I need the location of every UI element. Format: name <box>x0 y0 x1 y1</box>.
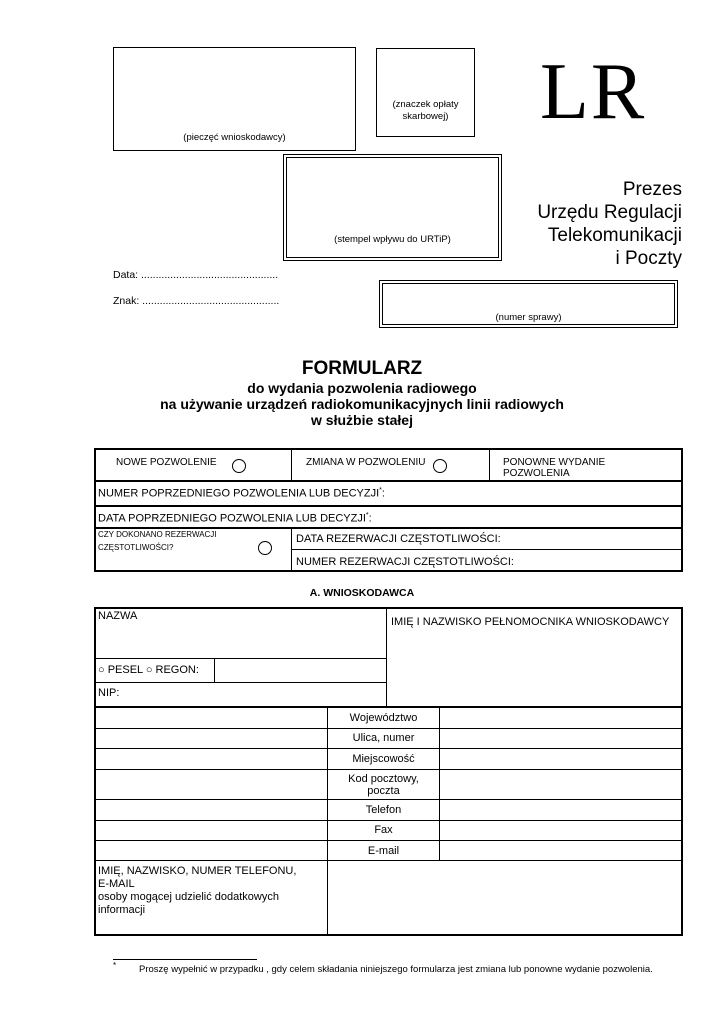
colon: : <box>381 487 385 500</box>
footnote-mark: * <box>379 487 382 494</box>
new-permit-radio[interactable] <box>232 459 246 473</box>
pesel-regon-label[interactable]: ○ PESEL ○ REGON: <box>98 664 199 676</box>
reservation-q-line: CZY DOKONANO REZERWACJI <box>98 530 217 539</box>
addressee-line: Telekomunikacji <box>547 225 682 246</box>
reissue-permit-label <box>503 457 605 479</box>
contact-line: osoby mogącej udzielić dodatkowych <box>98 891 279 903</box>
addressee-line: i Poczty <box>615 248 682 269</box>
name-label[interactable]: NAZWA <box>98 610 138 622</box>
prev-date-text: DATA POPRZEDNIEGO POZWOLENIA LUB DECYZJI <box>98 512 366 525</box>
email-label[interactable]: E-mail <box>367 845 400 857</box>
new-permit-label: NOWE POZWOLENIE <box>116 457 217 468</box>
case-number-box[interactable] <box>379 280 678 328</box>
fax-label[interactable]: Fax <box>374 824 393 836</box>
postal-line: Kod pocztowy, <box>348 773 419 785</box>
subtitle-line: do wydania pozwolenia radiowego <box>247 380 477 396</box>
postal-line: poczta <box>367 785 400 797</box>
addressee-line: Urzędu Regulacji <box>537 202 682 223</box>
form-subtitle <box>0 380 724 428</box>
footnote-mark: * <box>113 961 117 970</box>
section-a-title: A. WNIOSKODAWCA <box>309 587 415 599</box>
prev-number-text: NUMER POPRZEDNIEGO POZWOLENIA LUB DECYZJI <box>98 487 380 500</box>
contact-line: IMIĘ, NAZWISKO, NUMER TELEFONU, <box>98 865 297 877</box>
voivodeship-label[interactable]: Województwo <box>349 712 418 724</box>
receipt-stamp-caption: (stempel wpływu do URTiP) <box>334 234 451 245</box>
contact-person-label[interactable] <box>98 865 296 917</box>
sign-field[interactable]: Znak: ............................................... <box>113 295 280 307</box>
street-label[interactable]: Ulica, numer <box>352 732 415 744</box>
applicant-stamp-box <box>113 47 356 151</box>
postal-code-label[interactable] <box>328 773 439 797</box>
nip-label[interactable]: NIP: <box>98 687 120 699</box>
change-permit-label: ZMIANA W POZWOLENIU <box>306 457 426 468</box>
form-title: FORMULARZ <box>301 358 423 379</box>
reservation-radio[interactable] <box>258 541 272 555</box>
applicant-stamp-caption: (pieczęć wnioskodawcy) <box>183 132 286 143</box>
footnote-divider <box>113 959 257 960</box>
case-number-caption: (numer sprawy) <box>495 312 562 323</box>
contact-line: E-MAIL <box>98 878 135 890</box>
phone-label[interactable]: Telefon <box>365 804 402 816</box>
lr-mark: LR <box>540 48 647 136</box>
addressee-line: Prezes <box>622 179 682 200</box>
proxy-label[interactable]: IMIĘ I NAZWISKO PEŁNOMOCNIKA WNIOSKODAWCY <box>391 616 670 628</box>
footnote-mark: * <box>365 512 369 519</box>
subtitle-line: na używanie urządzeń radiokomunikacyjnych linii radiowych <box>160 396 564 412</box>
reservation-number-label[interactable]: NUMER REZERWACJI CZĘSTOTLIWOŚCI: <box>296 556 514 568</box>
subtitle-line: w służbie stałej <box>311 412 413 428</box>
contact-line: informacji <box>98 904 146 916</box>
footnote-text: Proszę wypełnić w przypadku , gdy celem składania niniejszego formularza jest zmiana lub ponowne wydanie pozwolenia. <box>139 964 653 975</box>
date-field[interactable]: Data: ............................................... <box>113 269 279 281</box>
fee-stamp-caption: (znaczek opłaty skarbowej) <box>392 99 459 122</box>
addressee <box>537 178 682 270</box>
reservation-question <box>98 528 217 554</box>
reservation-date-label[interactable]: DATA REZERWACJI CZĘSTOTLIWOŚCI: <box>296 533 501 545</box>
colon: : <box>368 512 372 525</box>
reissue-line: POZWOLENIA <box>503 468 570 479</box>
change-permit-radio[interactable] <box>433 459 447 473</box>
fee-stamp-box <box>376 48 475 137</box>
prev-permit-date-label[interactable] <box>98 512 372 525</box>
prev-permit-number-label[interactable] <box>98 487 385 500</box>
reservation-q-line: CZĘSTOTLIWOŚCI? <box>98 543 174 552</box>
receipt-stamp-box <box>283 154 502 261</box>
reissue-line: PONOWNE WYDANIE <box>503 457 606 468</box>
city-label[interactable]: Miejscowość <box>352 753 415 765</box>
